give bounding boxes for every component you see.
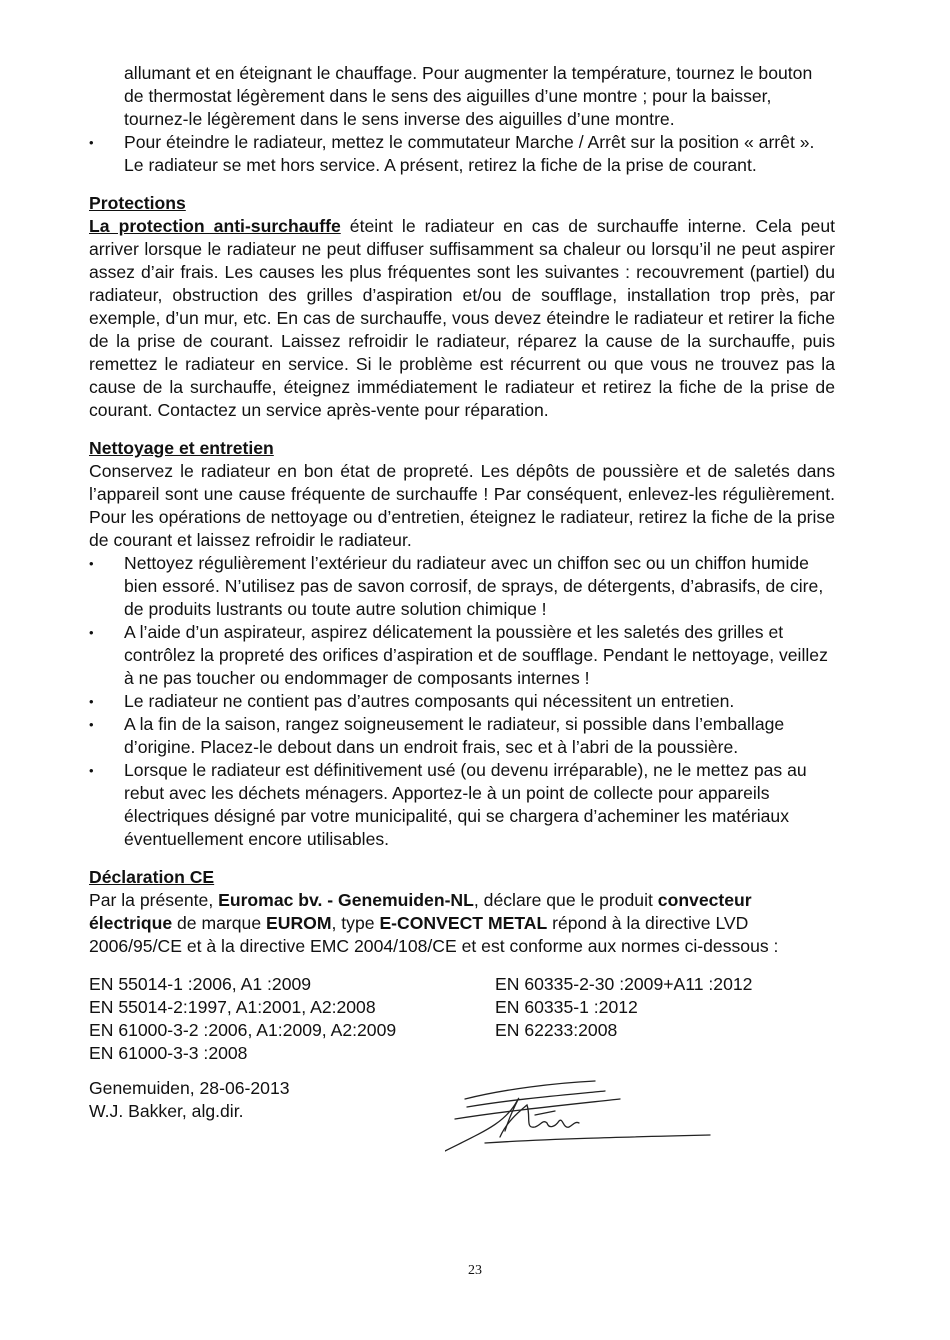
norm-item: EN 60335-1 :2012 bbox=[495, 997, 638, 1017]
declaration-text: , déclare que le produit bbox=[473, 890, 658, 910]
protections-paragraph bbox=[89, 215, 835, 422]
norm-item: EN 60335-2-30 :2009+A11 :2012 bbox=[495, 974, 753, 994]
page-number: 23 bbox=[468, 1263, 482, 1278]
list-item: • Le radiateur ne contient pas d’autres composants qui nécessitent un entretien. bbox=[89, 690, 835, 713]
declaration-text: répond à la directive LVD 2006/95/CE et à la directive EMC 2004/108/CE et est conforme aux normes ci-dessous : bbox=[89, 913, 779, 956]
signature-block bbox=[89, 1077, 835, 1147]
cleaning-bullet-list bbox=[89, 552, 835, 851]
list-item: • Pour éteindre le radiateur, mettez le commutateur Marche / Arrêt sur la position « arrêt ». Le radiateur se met hors service. A présent, retirez la fiche de la prise de courant. bbox=[89, 131, 835, 177]
cleaning-section bbox=[89, 437, 835, 851]
protection-term: La protection anti-surchauffe bbox=[89, 216, 341, 236]
protections-section bbox=[89, 192, 835, 422]
declaration-heading: Déclaration CE bbox=[89, 867, 215, 887]
list-item: • A la fin de la saison, rangez soigneusement le radiateur, si possible dans l’emballage d’origine. Placez-le debout dans un endroit frais, sec et à l’abri de la poussière. bbox=[89, 713, 835, 759]
intro-continued-text: allumant et en éteignant le chauffage. Pour augmenter la température, tournez le bouton de thermostat légèrement dans le sens des aiguilles d’une montre ; pour la baisser, tournez-le légèrement dans le sens inverse des aiguilles d’une montre. bbox=[124, 63, 813, 129]
norm-item: EN 55014-2:1997, A1:2001, A2:2008 bbox=[89, 997, 376, 1017]
declaration-text: Par la présente, bbox=[89, 890, 219, 910]
signatory-name: W.J. Bakker, alg.dir. bbox=[89, 1101, 244, 1121]
product-name: convecteur électrique bbox=[89, 890, 752, 933]
document-page bbox=[89, 62, 835, 1147]
declaration-text: , type bbox=[331, 913, 380, 933]
place-date: Genemuiden, 28-06-2013 bbox=[89, 1078, 290, 1098]
declaration-paragraph bbox=[89, 889, 835, 958]
brand-name: EUROM bbox=[266, 913, 332, 933]
declaration-text: de marque bbox=[172, 913, 267, 933]
cleaning-heading: Nettoyage et entretien bbox=[89, 438, 274, 458]
norms-column-left bbox=[89, 973, 495, 1065]
norm-item: EN 55014-1 :2006, A1 :2009 bbox=[89, 974, 312, 994]
norms-list bbox=[89, 973, 835, 1065]
intro-bullet-list bbox=[89, 131, 835, 177]
handwritten-signature bbox=[445, 1071, 715, 1153]
list-item: • Lorsque le radiateur est définitivement usé (ou devenu irréparable), ne le mettez pas au rebut avec les déchets ménagers. Apportez-le à un point de collecte pour appareils électriques désigné par votre municipalité, qui se chargera d’acheminer les matériaux éventuellement encore utilisables. bbox=[89, 759, 835, 851]
company-name: Euromac bv. - Genemuiden-NL bbox=[218, 890, 474, 910]
list-item: • A l’aide d’un aspirateur, aspirez délicatement la poussière et les saletés des grilles et contrôlez la propreté des orifices d’aspiration et de soufflage. Pendant le nettoyage, veillez à ne pas toucher ou endommager de composants internes ! bbox=[89, 621, 835, 690]
norm-item: EN 61000-3-3 :2008 bbox=[89, 1043, 248, 1063]
cleaning-paragraph: Conservez le radiateur en bon état de propreté. Les dépôts de poussière et de saletés dans l’appareil sont une cause fréquente de surchauffe ! Par conséquent, enlevez-les régulièrement. Pour les opérations de nettoyage ou d’entretien, éteignez le radiateur, retirez la fiche de la prise de courant et laissez refroidir le radiateur. bbox=[89, 461, 835, 550]
product-type: E-CONVECT METAL bbox=[379, 913, 548, 933]
norm-item: EN 61000-3-2 :2006, A1:2009, A2:2009 bbox=[89, 1020, 397, 1040]
protections-text: éteint le radiateur en cas de surchauffe interne. Cela peut arriver lorsque le radiateur ne peut diffuser suffisamment sa chaleur ou lorsqu’il ne peut aspirer assez d’air frais. Les causes les plus fréquentes sont les suivantes : recouvrement (partiel) du radiateur, obstruction des grilles d’aspiration et/ou de soufflage, installation trop près, par exemple, d’un mur, etc. En cas de surchauffe, vous devez éteindre le radiateur et retirer la fiche de la prise de courant. Laissez refroidir le radiateur, réparez la cause de la surchauffe, puis remettez le radiateur en service. Si le problème est récurrent ou que vous ne trouvez pas la cause de la surchauffe, éteignez immédiatement le radiateur et retirez la fiche de la prise de courant. Contactez un service après-vente pour réparation. bbox=[89, 216, 835, 420]
norms-column-right bbox=[495, 973, 835, 1065]
norm-item: EN 62233:2008 bbox=[495, 1020, 618, 1040]
declaration-section bbox=[89, 866, 835, 1147]
protections-heading: Protections bbox=[89, 193, 186, 213]
list-item: • Nettoyez régulièrement l’extérieur du radiateur avec un chiffon sec ou un chiffon humide bien essoré. N’utilisez pas de savon corrosif, de sprays, de détergents, d’abrasifs, de cire, de produits lustrants ou toute autre solution chimique ! bbox=[89, 552, 835, 621]
